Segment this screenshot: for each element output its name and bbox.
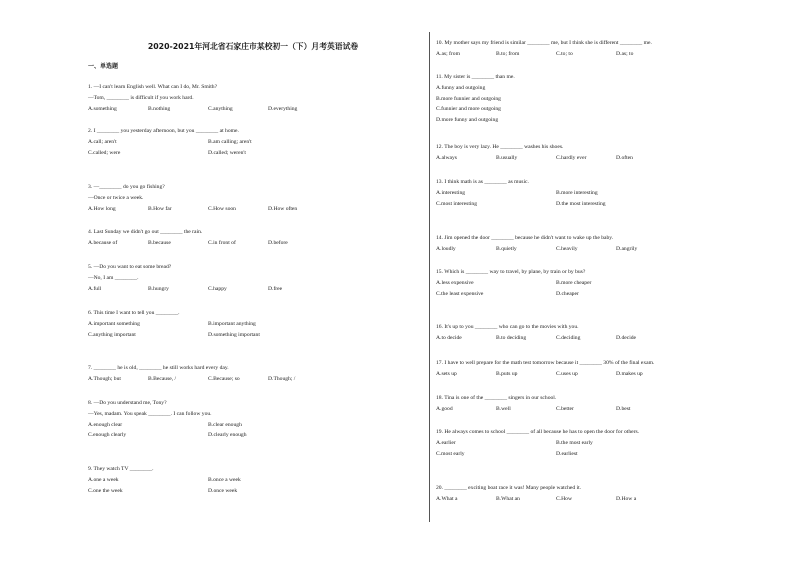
question-9 — [88, 464, 241, 496]
option-b[interactable]: B.more funnier and outgoing — [436, 95, 501, 102]
question-line: —Once or twice a week. — [88, 194, 144, 201]
options-row — [88, 238, 288, 249]
option-b[interactable]: B.the most early — [556, 439, 593, 446]
option-c[interactable]: C.deciding — [556, 334, 581, 341]
page-title: 2020-2021年河北省石家庄市某校初一（下）月考英语试卷 — [147, 42, 359, 51]
option-c[interactable]: C.hardly ever — [556, 154, 587, 161]
option-a[interactable]: A.sets up — [436, 370, 457, 377]
option-b[interactable]: B.puts up — [496, 370, 518, 377]
option-d[interactable]: D.everything — [268, 105, 298, 112]
question-13 — [436, 177, 606, 209]
options-row — [88, 374, 296, 385]
option-a[interactable]: A.What a — [436, 495, 458, 502]
options-row — [88, 475, 241, 486]
option-d[interactable]: D.Though; / — [268, 375, 296, 382]
option-c[interactable]: C.most interesting — [436, 200, 478, 207]
option-d[interactable]: D.clearly enough — [208, 432, 247, 439]
option-c[interactable]: C.How soon — [208, 205, 236, 212]
option-d[interactable]: D.before — [268, 239, 288, 246]
option-c[interactable]: C.to; to — [556, 50, 573, 57]
options-row — [436, 369, 654, 380]
option-c[interactable]: C.heavily — [556, 245, 578, 252]
option-a[interactable]: A.earlier — [436, 439, 456, 446]
question-stem: 16. It's up to you ________ who can go to the movies with you. — [436, 324, 579, 330]
option-c[interactable]: C.anything important — [88, 331, 136, 338]
option-c[interactable]: C.funnier and more outgoing — [436, 106, 501, 113]
question-12 — [436, 142, 633, 164]
options-row — [88, 284, 283, 295]
options-row — [88, 420, 242, 431]
option-d[interactable]: D.something important — [208, 331, 260, 338]
option-c[interactable]: C.enough clearly — [88, 432, 127, 439]
question-3 — [88, 182, 298, 214]
question-14 — [436, 233, 638, 255]
option-a[interactable]: A.something — [88, 105, 117, 112]
options-row — [88, 330, 260, 341]
question-stem: 19. He always comes to school ________ of all because he has to open the door for others. — [436, 429, 640, 435]
option-a[interactable]: A.one a week — [88, 476, 119, 483]
option-c[interactable]: C.better — [556, 405, 574, 412]
option-d[interactable]: D.called; weren't — [208, 149, 246, 156]
question-stem: 11. My sister is ________ than me. — [436, 74, 515, 80]
option-c[interactable]: C.called; were — [88, 149, 121, 156]
question-7 — [88, 363, 296, 385]
option-a[interactable]: A.because of — [88, 239, 118, 246]
question-line: —Yes, madam. You speak ________. I can follow you. — [88, 410, 212, 417]
option-a[interactable]: A.good — [436, 405, 453, 412]
option-b[interactable]: B.well — [496, 405, 511, 412]
question-15 — [436, 267, 592, 299]
options-row — [436, 449, 639, 460]
option-d[interactable]: D.often — [616, 154, 633, 161]
option-d[interactable]: D.decide — [616, 334, 637, 341]
option-c[interactable]: C.Because; so — [208, 375, 240, 382]
options-row — [88, 137, 252, 148]
option-a[interactable]: A.funny and outgoing — [436, 84, 486, 91]
option-d[interactable]: D.free — [268, 285, 283, 292]
question-stem: 13. I think math is as ________ as music. — [436, 179, 529, 185]
option-c[interactable]: C.happy — [208, 285, 227, 292]
question-17 — [436, 358, 654, 380]
options-row — [436, 153, 633, 164]
option-b[interactable]: B.to deciding — [496, 334, 527, 341]
option-b[interactable]: B.What an — [496, 495, 520, 502]
options-row — [436, 289, 585, 300]
option-d[interactable]: D.makes up — [616, 370, 643, 377]
question-19 — [436, 427, 639, 459]
option-a[interactable]: A.call; aren't — [88, 138, 117, 145]
option-d[interactable]: D.once week — [208, 487, 238, 494]
question-2 — [88, 126, 252, 158]
option-d[interactable]: D.more funny and outgoing — [436, 117, 499, 124]
question-stem: 6. This time I want to tell you ________. — [88, 310, 180, 316]
question-11 — [436, 72, 515, 126]
question-1 — [88, 82, 298, 114]
option-a[interactable]: A.to decide — [436, 334, 462, 341]
options-row — [436, 404, 631, 415]
question-5 — [88, 262, 283, 294]
option-b[interactable]: B.more interesting — [556, 189, 598, 196]
options-row — [88, 430, 247, 441]
question-4 — [88, 227, 288, 249]
options-row — [436, 278, 592, 289]
option-b[interactable]: B.Because, / — [148, 375, 177, 382]
option-b[interactable]: B.How far — [148, 205, 172, 212]
option-d[interactable]: D.earliest — [556, 450, 578, 457]
option-c[interactable]: C.uses up — [556, 370, 578, 377]
options-row — [436, 244, 638, 255]
question-6 — [88, 308, 260, 340]
question-20 — [436, 483, 637, 505]
question-stem: 1. —I can't learn English well. What can I do, Mr. Smith? — [88, 84, 218, 90]
option-b[interactable]: B.important anything — [208, 320, 256, 327]
options-row — [88, 204, 298, 215]
option-a[interactable]: A.as; from — [436, 50, 460, 57]
question-stem: 18. Tina is one of the ________ singers in our school. — [436, 395, 557, 401]
question-stem: 7. ________ he is old, ________ he still works hard every day. — [88, 365, 229, 371]
question-stem: 10. My mother says my friend is similar ________ me, but I think she is different ________ me. — [436, 40, 652, 46]
option-a[interactable]: A.full — [88, 285, 102, 292]
option-b[interactable]: B.quietly — [496, 245, 517, 252]
option-a[interactable]: A.loudly — [436, 245, 456, 252]
option-b[interactable]: B.am calling; aren't — [208, 138, 252, 145]
question-line: —Tom, ________ is difficult if you work hard. — [88, 94, 194, 101]
options-row — [436, 49, 652, 60]
option-d[interactable]: D.the most interesting — [556, 200, 606, 207]
question-stem: 3. —________ do you go fishing? — [88, 184, 165, 190]
option-c[interactable]: C.How — [556, 495, 573, 502]
option-b[interactable]: B.usually — [496, 154, 518, 161]
question-stem: 12. The boy is very lazy. He ________ washes his shoes. — [436, 144, 564, 150]
option-d[interactable]: D.angrily — [616, 245, 638, 252]
column-divider — [429, 32, 430, 522]
question-stem: 15. Which is ________ way to travel, by plane, by train or by bus? — [436, 269, 586, 275]
options-row — [88, 319, 256, 330]
option-b[interactable]: B.hungry — [148, 285, 169, 292]
option-b[interactable]: B.clear enough — [208, 421, 242, 428]
question-stem: 9. They watch TV ________. — [88, 466, 154, 472]
section-heading: 一、单选题 — [88, 63, 119, 70]
option-c[interactable]: C.anything — [208, 105, 233, 112]
question-stem: 14. Jim opened the door ________ because he didn't want to wake up the baby. — [436, 235, 614, 241]
options-row — [88, 148, 246, 159]
option-a[interactable]: A.always — [436, 154, 457, 161]
option-d[interactable]: D.best — [616, 405, 631, 412]
options-row — [436, 494, 637, 505]
question-10 — [436, 38, 652, 60]
question-stem: 5. —Do you want to eat some bread? — [88, 264, 172, 270]
options-row — [436, 188, 598, 199]
option-a[interactable]: A.interesting — [436, 189, 466, 196]
question-stem: 2. I ________ you yesterday afternoon, but you ________ at home. — [88, 128, 239, 134]
option-c[interactable]: C.one the week — [88, 487, 123, 494]
question-stem: 8. —Do you understand me, Tony? — [88, 400, 167, 406]
option-a[interactable]: A.enough clear — [88, 421, 123, 428]
question-line: —No, I am ________. — [88, 274, 139, 281]
options-row — [88, 104, 298, 115]
option-d[interactable]: D.as; to — [616, 50, 634, 57]
option-a[interactable]: A.less expensive — [436, 279, 474, 286]
option-b[interactable]: B.more cheaper — [556, 279, 592, 286]
option-c[interactable]: C.most early — [436, 450, 465, 457]
question-8 — [88, 398, 247, 441]
option-c[interactable]: C.in front of — [208, 239, 236, 246]
option-a[interactable]: A.Though; but — [88, 375, 121, 382]
question-stem: 4. Last Sunday we didn't go out ________ the rain. — [88, 229, 203, 235]
question-stem: 20. ________ exciting boat race it was! Many people watched it. — [436, 485, 582, 491]
option-a[interactable]: A.important something — [88, 320, 140, 327]
option-c[interactable]: C.the least expensive — [436, 290, 484, 297]
options-row — [436, 333, 637, 344]
question-stem: 17. I have to well prepare for the math test tomorrow because it ________ 30% of the final exam. — [436, 360, 655, 366]
options-row — [436, 83, 515, 126]
question-16 — [436, 322, 637, 344]
options-row — [436, 199, 606, 210]
options-row — [88, 486, 238, 497]
option-a[interactable]: A.How long — [88, 205, 116, 212]
option-b[interactable]: B.because — [148, 239, 171, 246]
option-b[interactable]: B.nothing — [148, 105, 171, 112]
option-d[interactable]: D.cheaper — [556, 290, 579, 297]
option-b[interactable]: B.to; from — [496, 50, 520, 57]
option-d[interactable]: D.How often — [268, 205, 298, 212]
question-18 — [436, 393, 631, 415]
options-row — [436, 438, 639, 449]
option-b[interactable]: B.once a week — [208, 476, 241, 483]
option-d[interactable]: D.How a — [616, 495, 637, 502]
